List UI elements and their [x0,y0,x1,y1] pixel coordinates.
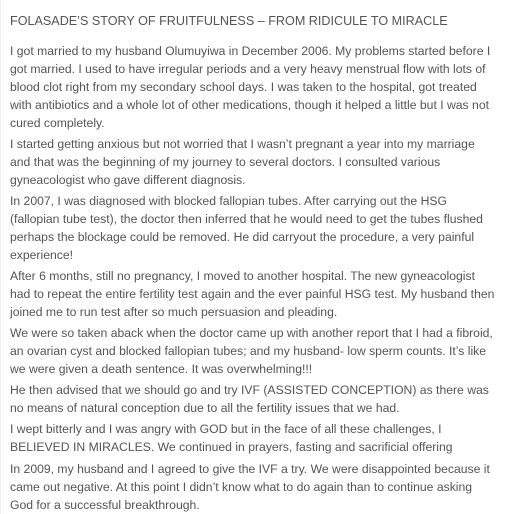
paragraph-line: He then advised that we should go and try IVF (ASSISTED CONCEPTION) as there was [10,383,489,397]
paragraph-line: I got married to my husband Olumuyiwa in December 2006. My problems started before I [10,44,491,58]
article-title: FOLASADE’S STORY OF FRUITFULNESS – FROM RIDICULE TO MIRACLE [10,14,448,28]
paragraph-5 [10,324,498,378]
paragraph-line: gyneacologist who gave different diagnosis. [10,173,246,187]
paragraph-line: In 2007, I was diagnosed with blocked fallopian tubes. After carrying out the HSG [10,194,447,208]
paragraph-8 [10,460,498,514]
paragraph-line: After 6 months, still no pregnancy, I moved to another hospital. The new gyneacologist [10,269,475,283]
paragraph-line: cured completely. [10,116,105,130]
paragraph-7 [10,420,498,456]
paragraph-4 [10,267,498,321]
paragraph-line: came out negative. At this point I didn’t know what to do again than to continue asking [10,480,473,494]
paragraph-line: blood clot right from my secondary school days. I was taken to the hospital, got treated [10,80,477,94]
paragraph-1 [10,42,498,132]
paragraph-line: with antibiotics and a whole lot of other medications, though it helped a little but I was not [10,98,489,112]
paragraph-line: I started getting anxious but not worried that I wasn’t pregnant a year into my marriage [10,137,475,151]
paragraph-line: no means of natural conception due to all the fertility issues that we had. [10,401,400,415]
paragraph-line: In 2009, my husband and I agreed to give the IVF a try. We were disappointed because it [10,462,490,476]
paragraph-6 [10,381,498,417]
paragraph-3 [10,192,498,264]
paragraph-line: got married. I used to have irregular periods and a very heavy menstrual flow with lots of [10,62,486,76]
page-edge [0,0,1,514]
paragraph-line: God for a successful breakthrough. [10,498,200,512]
paragraph-line: an ovarian cyst and blocked fallopian tubes; and my husband- low sperm counts. It’s like [10,344,487,358]
paragraph-line: and that was the beginning of my journey to several doctors. I consulted various [10,155,441,169]
paragraph-line: (fallopian tube test), the doctor then inferred that he would need to get the tubes flushed [10,212,483,226]
paragraph-line: I wept bitterly and I was angry with GOD but in the face of all these challenges, I [10,422,442,436]
paragraph-line: perhaps the blockage could be removed. He did carryout the procedure, a very painful [10,230,475,244]
paragraph-line: BELIEVED IN MIRACLES. We continued in prayers, fasting and sacrificial offering [10,440,453,454]
paragraph-line: joined me to run test after so much persuasion and pleading. [10,305,338,319]
paragraph-line: we were given a death sentence. It was overwhelming!!! [10,362,313,376]
paragraph-line: had to repeat the entire fertility test again and the ever painful HSG test. My husband then [10,287,495,301]
paragraph-line: We were so taken aback when the doctor came up with another report that I had a fibroid, [10,326,493,340]
paragraph-2 [10,135,498,189]
paragraph-line: experience! [10,248,74,262]
